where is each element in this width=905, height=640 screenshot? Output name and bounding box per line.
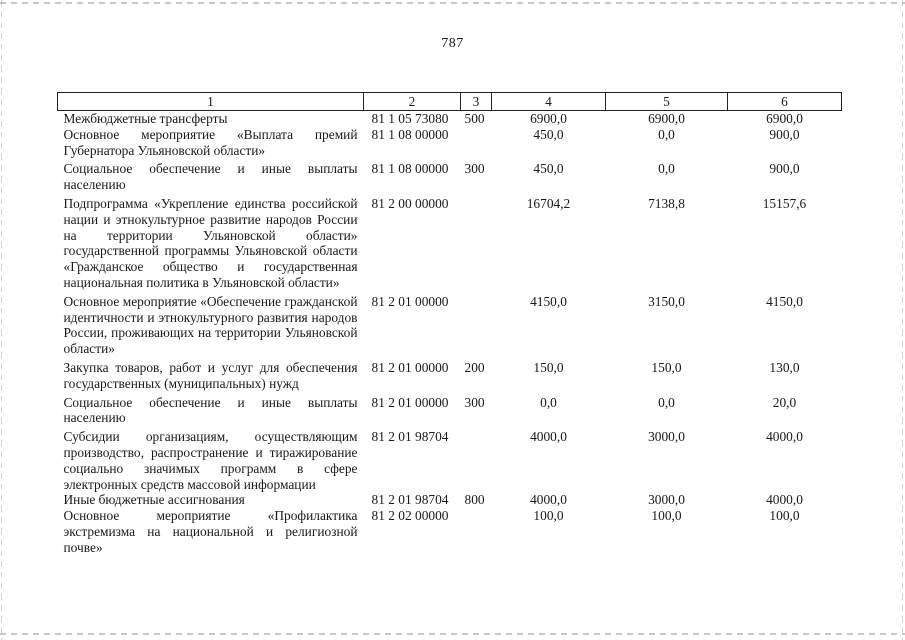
row-value-6: 130,0 bbox=[769, 359, 800, 375]
row-description: Субсидии организациям, осуществляющим производство, распространение и тиражирование социально значимых программ в сфере электронных средств массовой информации bbox=[63, 429, 358, 492]
row-expense-type bbox=[461, 508, 492, 555]
row-value-6: 900,0 bbox=[769, 161, 800, 177]
row-value-6: 6900,0 bbox=[766, 111, 803, 126]
row-value-6: 4150,0 bbox=[766, 293, 803, 309]
header-col-5: 5 bbox=[606, 93, 728, 111]
row-description: Основное мероприятие «Профилактика экстремизма на национальной и религиозной почве» bbox=[63, 508, 358, 555]
row-code: 81 2 01 98704 bbox=[371, 429, 449, 445]
table-header bbox=[58, 93, 842, 111]
row-code: 81 2 01 00000 bbox=[371, 293, 449, 309]
row-code: 81 1 05 73080 bbox=[371, 111, 449, 126]
table-body bbox=[58, 111, 842, 556]
row-value-4: 450,0 bbox=[533, 161, 564, 177]
row-value-4: 6900,0 bbox=[530, 111, 567, 126]
table-row bbox=[58, 392, 842, 427]
row-expense-type: 300 bbox=[464, 394, 485, 410]
row-value-5: 3000,0 bbox=[648, 429, 685, 445]
page-number: 787 bbox=[441, 36, 464, 51]
row-expense-type bbox=[461, 127, 492, 159]
row-value-4: 4000,0 bbox=[530, 429, 567, 445]
row-description: Закупка товаров, работ и услуг для обеспечения государственных (муниципальных) нужд bbox=[63, 359, 358, 391]
row-description: Социальное обеспечение и иные выплаты населению bbox=[63, 394, 358, 426]
table-row bbox=[58, 158, 842, 193]
row-code: 81 2 01 98704 bbox=[371, 492, 449, 508]
row-value-6: 4000,0 bbox=[766, 429, 803, 445]
row-description: Социальное обеспечение и иные выплаты населению bbox=[63, 161, 358, 193]
row-code: 81 2 01 00000 bbox=[371, 394, 449, 410]
row-expense-type bbox=[461, 426, 492, 492]
row-expense-type: 500 bbox=[464, 111, 485, 126]
header-col-4: 4 bbox=[492, 93, 606, 111]
scan-edge-bottom bbox=[0, 633, 905, 635]
row-value-5: 0,0 bbox=[658, 394, 675, 410]
table-row bbox=[58, 291, 842, 357]
table-row bbox=[58, 426, 842, 492]
row-description: Основное мероприятие «Обеспечение гражданской идентичности и этнокультурного развития народов России, проживающих на территории Ульяновской области» bbox=[63, 293, 358, 357]
row-value-5: 6900,0 bbox=[648, 111, 685, 126]
row-value-6: 4000,0 bbox=[766, 492, 803, 508]
header-row bbox=[58, 93, 842, 111]
scan-edge-top bbox=[0, 2, 905, 4]
row-expense-type: 800 bbox=[464, 492, 485, 508]
row-code: 81 2 00 00000 bbox=[371, 195, 449, 211]
header-col-1: 1 bbox=[58, 93, 364, 111]
row-description: Межбюджетные трансферты bbox=[63, 111, 228, 126]
row-value-6: 100,0 bbox=[769, 508, 800, 524]
row-value-5: 150,0 bbox=[651, 359, 682, 375]
row-expense-type bbox=[461, 291, 492, 357]
row-value-5: 0,0 bbox=[658, 161, 675, 177]
row-value-4: 4150,0 bbox=[530, 293, 567, 309]
budget-table bbox=[57, 92, 842, 556]
table-row bbox=[58, 127, 842, 159]
row-code: 81 2 01 00000 bbox=[371, 359, 449, 375]
row-expense-type: 300 bbox=[464, 161, 485, 177]
row-value-5: 3000,0 bbox=[648, 492, 685, 508]
row-value-5: 7138,8 bbox=[648, 195, 685, 211]
row-description: Основное мероприятие «Выплата премий Губернатора Ульяновской области» bbox=[63, 126, 358, 158]
table-row bbox=[58, 193, 842, 291]
row-code: 81 2 02 00000 bbox=[371, 508, 449, 524]
scan-edge-right bbox=[902, 0, 903, 640]
row-expense-type bbox=[461, 193, 492, 291]
row-value-4: 100,0 bbox=[533, 508, 564, 524]
row-description: Подпрограмма «Укрепление единства российской нации и этнокультурное развитие народов России на территории Ульяновской области» государственной программы Ульяновской области «Гражданское общество и государственная национальная политика в Ульяновской области» bbox=[63, 195, 358, 290]
row-value-6: 20,0 bbox=[772, 394, 797, 410]
table-row bbox=[58, 357, 842, 392]
row-value-5: 0,0 bbox=[658, 126, 675, 142]
row-value-4: 150,0 bbox=[533, 359, 564, 375]
header-col-6: 6 bbox=[728, 93, 842, 111]
row-description: Иные бюджетные ассигнования bbox=[63, 492, 245, 508]
table-row bbox=[58, 508, 842, 555]
header-col-3: 3 bbox=[461, 93, 492, 111]
row-value-4: 450,0 bbox=[533, 126, 564, 142]
row-value-4: 4000,0 bbox=[530, 492, 567, 508]
scan-edge-left bbox=[1, 0, 2, 640]
row-value-6: 900,0 bbox=[769, 126, 800, 142]
row-code: 81 1 08 00000 bbox=[371, 161, 449, 177]
row-expense-type: 200 bbox=[464, 359, 485, 375]
row-value-5: 100,0 bbox=[651, 508, 682, 524]
header-col-2: 2 bbox=[364, 93, 461, 111]
row-value-4: 0,0 bbox=[540, 394, 557, 410]
table-row bbox=[58, 492, 842, 508]
table-row bbox=[58, 111, 842, 127]
row-value-4: 16704,2 bbox=[526, 195, 571, 211]
row-code: 81 1 08 00000 bbox=[371, 126, 449, 142]
row-value-6: 15157,6 bbox=[762, 195, 807, 211]
row-value-5: 3150,0 bbox=[648, 293, 685, 309]
